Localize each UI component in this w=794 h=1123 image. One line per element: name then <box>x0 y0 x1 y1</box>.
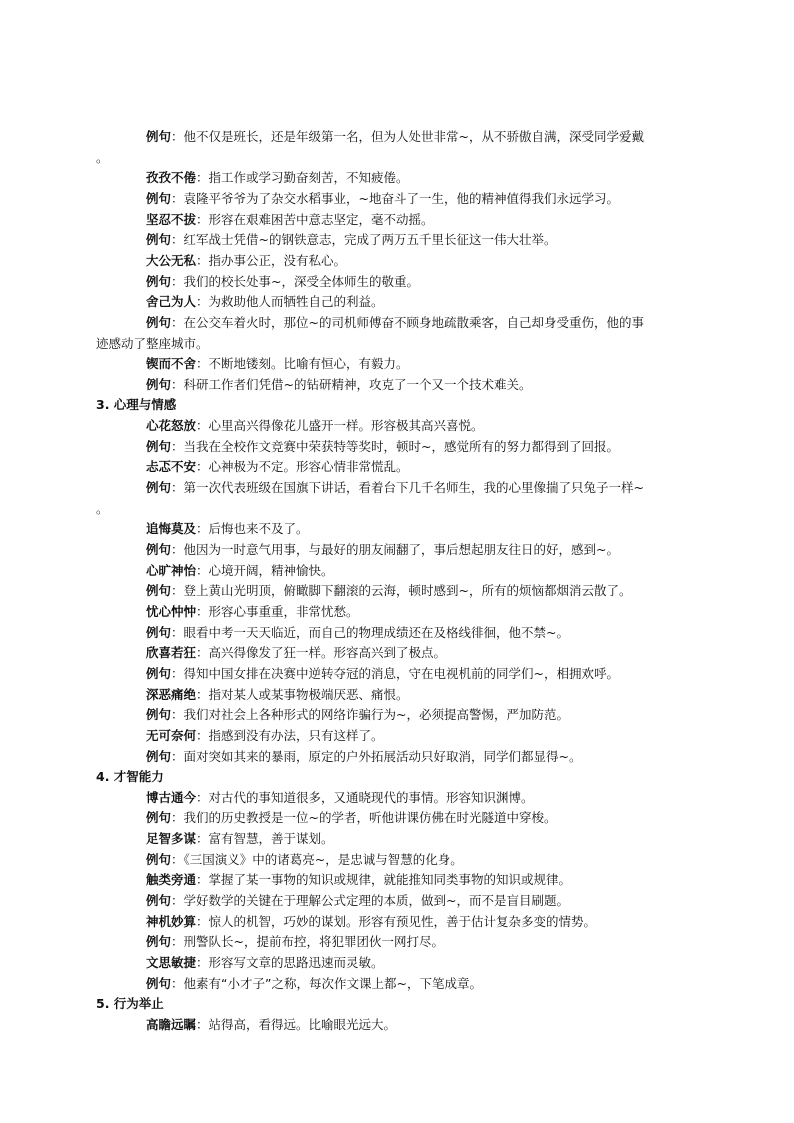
idiom-term: 追悔莫及 <box>146 521 197 536</box>
idiom-term: 深恶痛绝 <box>146 687 197 702</box>
idiom-entry <box>146 871 698 888</box>
example-text: ：科研工作者们凭借~的钻研精神，攻克了一个又一个技术难关。 <box>171 377 532 392</box>
idiom-definition: ：掌握了某一事物的知识或规律，就能推知同类事物的知识或规律。 <box>196 872 572 887</box>
example-sentence <box>146 706 698 723</box>
example-sentence <box>146 665 698 682</box>
idiom-definition: ：心境开阔，精神愉快。 <box>196 563 334 578</box>
example-sentence <box>146 479 698 496</box>
idiom-definition: ：对古代的事知道很多，又通晓现代的事情。形容知识渊博。 <box>196 790 534 805</box>
example-sentence <box>146 975 698 992</box>
example-text: ：他因为一时意气用事，与最好的朋友闹翻了，事后想起朋友往日的好，感到~。 <box>171 542 619 557</box>
idiom-term: 神机妙算 <box>146 914 197 929</box>
idiom-definition: ：不断地镂刻。比喻有恒心，有毅力。 <box>196 356 409 371</box>
idiom-term: 欣喜若狂 <box>146 645 197 660</box>
idiom-term: 心旷神怡 <box>146 563 197 578</box>
idiom-definition: ：指工作或学习勤奋刻苦，不知疲倦。 <box>196 170 409 185</box>
idiom-definition: ：指感到没有办法，只有这样了。 <box>196 728 384 743</box>
idiom-term: 心花怒放 <box>146 418 197 433</box>
idiom-entry <box>146 562 698 579</box>
idiom-entry <box>146 789 698 806</box>
example-text: ：得知中国女排在决赛中逆转夺冠的消息，守在电视机前的同学们~，相拥欢呼。 <box>171 666 619 681</box>
idiom-term: 文思敏捷 <box>146 955 197 970</box>
idiom-definition: ：为救助他人而牺牲自己的利益。 <box>196 294 384 309</box>
example-sentence <box>146 541 698 558</box>
idiom-entry <box>146 293 698 310</box>
idiom-term: 忐忑不安 <box>146 459 197 474</box>
idiom-term: 博古通今 <box>146 790 197 805</box>
example-text: ：在公交车着火时，那位~的司机师傅奋不顾身地疏散乘客，自己却身受重伤，他的事 <box>171 315 644 330</box>
example-sentence <box>146 273 698 290</box>
idiom-definition: ：后悔也来不及了。 <box>196 521 309 536</box>
section-heading: 5. 行为举止 <box>96 996 164 1011</box>
example-sentence <box>146 933 698 950</box>
continuation-line: 迹感动了整座城市。 <box>96 336 209 351</box>
continuation-line: 。 <box>96 150 109 165</box>
idiom-entry <box>146 417 698 434</box>
example-label: 例句 <box>146 480 172 495</box>
example-sentence <box>146 582 698 599</box>
idiom-entry <box>146 686 698 703</box>
example-label: 例句 <box>146 583 172 598</box>
example-label: 例句 <box>146 315 172 330</box>
example-label: 例句 <box>146 129 172 144</box>
idiom-definition: ：心里高兴得像花儿盛开一样。形容极其高兴喜悦。 <box>196 418 484 433</box>
example-text: ：当我在全校作文竞赛中荣获特等奖时，顿时~，感觉所有的努力都得到了回报。 <box>171 439 619 454</box>
idiom-entry <box>146 830 698 847</box>
idiom-definition: ：心神极为不定。形容心情非常慌乱。 <box>196 459 409 474</box>
idiom-term: 坚忍不拔 <box>146 212 197 227</box>
example-sentence <box>146 851 698 868</box>
example-text: ：我们对社会上各种形式的网络诈骗行为~，必须提高警惕，严加防范。 <box>171 707 569 722</box>
example-sentence <box>146 190 698 207</box>
example-label: 例句 <box>146 749 172 764</box>
example-label: 例句 <box>146 191 172 206</box>
example-text: ：登上黄山光明顶，俯瞰脚下翻滚的云海，顿时感到~，所有的烦恼都烟消云散了。 <box>171 583 632 598</box>
example-label: 例句 <box>146 976 172 991</box>
idiom-entry <box>146 520 698 537</box>
example-sentence <box>146 438 698 455</box>
example-label: 例句 <box>146 934 172 949</box>
idiom-entry <box>146 727 698 744</box>
example-text: ：袁隆平爷爷为了杂交水稻事业，~地奋斗了一生，他的精神值得我们永远学习。 <box>171 191 619 206</box>
idiom-term: 舍己为人 <box>146 294 197 309</box>
idiom-entry <box>146 169 698 186</box>
example-label: 例句 <box>146 232 172 247</box>
example-text: ：他素有“小才子”之称，每次作文课上都~，下笔成章。 <box>171 976 482 991</box>
idiom-term: 锲而不舍 <box>146 356 197 371</box>
example-sentence <box>146 624 698 641</box>
idiom-definition: ：指办事公正，没有私心。 <box>196 253 347 268</box>
example-text: ：学好数学的关键在于理解公式定理的本质，做到~，而不是盲目刷题。 <box>171 893 569 908</box>
example-sentence <box>146 314 698 331</box>
idiom-entry <box>146 1016 698 1033</box>
idiom-definition: ：惊人的机智，巧妙的谋划。形容有预见性，善于估计复杂多变的情势。 <box>196 914 597 929</box>
idiom-entry <box>146 913 698 930</box>
idiom-term: 孜孜不倦 <box>146 170 197 185</box>
example-sentence <box>146 748 698 765</box>
idiom-definition: ：形容在艰难困苦中意志坚定，毫不动摇。 <box>196 212 434 227</box>
idiom-entry <box>146 211 698 228</box>
continuation-line: 。 <box>96 501 109 516</box>
idiom-entry <box>146 458 698 475</box>
example-text: ：《三国演义》中的诸葛亮~，是忠诚与智慧的化身。 <box>171 852 463 867</box>
example-text: ：面对突如其来的暴雨，原定的户外拓展活动只好取消，同学们都显得~。 <box>171 749 582 764</box>
idiom-entry <box>146 355 698 372</box>
idiom-entry <box>146 644 698 661</box>
example-label: 例句 <box>146 810 172 825</box>
example-sentence <box>146 376 698 393</box>
example-label: 例句 <box>146 625 172 640</box>
example-label: 例句 <box>146 666 172 681</box>
idiom-definition: ：形容心事重重，非常忧愁。 <box>196 604 359 619</box>
example-label: 例句 <box>146 542 172 557</box>
example-sentence <box>146 892 698 909</box>
idiom-definition: ：富有智慧，善于谋划。 <box>196 831 334 846</box>
example-sentence <box>146 128 698 145</box>
section-heading: 4. 才智能力 <box>96 769 164 784</box>
idiom-entry <box>146 954 698 971</box>
idiom-definition: ：高兴得像发了狂一样。形容高兴到了极点。 <box>196 645 447 660</box>
idiom-term: 高瞻远瞩 <box>146 1017 197 1032</box>
idiom-entry <box>146 252 698 269</box>
example-text: ：刑警队长~，提前布控，将犯罪团伙一网打尽。 <box>171 934 444 949</box>
example-label: 例句 <box>146 377 172 392</box>
idiom-term: 无可奈何 <box>146 728 197 743</box>
example-label: 例句 <box>146 274 172 289</box>
example-label: 例句 <box>146 439 172 454</box>
example-text: ：第一次代表班级在国旗下讲话，看着台下几千名师生，我的心里像揣了只兔子一样~ <box>171 480 644 495</box>
example-text: ：红军战士凭借~的钢铁意志，完成了两万五千里长征这一伟大壮举。 <box>171 232 557 247</box>
idiom-definition: ：站得高，看得远。比喻眼光远大。 <box>196 1017 397 1032</box>
idiom-entry <box>146 603 698 620</box>
example-label: 例句 <box>146 893 172 908</box>
idiom-term: 足智多谋 <box>146 831 197 846</box>
idiom-term: 忧心忡忡 <box>146 604 197 619</box>
example-text: ：我们的校长处事~，深受全体师生的敬重。 <box>171 274 419 289</box>
example-text: ：我们的历史教授是一位~的学者，听他讲课仿佛在时光隧道中穿梭。 <box>171 810 557 825</box>
example-sentence <box>146 231 698 248</box>
idiom-definition: ：指对某人或某事物极端厌恶、痛恨。 <box>196 687 409 702</box>
idiom-term: 触类旁通 <box>146 872 197 887</box>
example-text: ：眼看中考一天天临近，而自己的物理成绩还在及格线徘徊，他不禁~。 <box>171 625 569 640</box>
example-label: 例句 <box>146 707 172 722</box>
example-text: ：他不仅是班长，还是年级第一名，但为人处世非常~，从不骄傲自满，深受同学爱戴 <box>171 129 644 144</box>
section-heading: 3. 心理与情感 <box>96 397 177 412</box>
idiom-definition: ：形容写文章的思路迅速而灵敏。 <box>196 955 384 970</box>
example-label: 例句 <box>146 852 172 867</box>
idiom-term: 大公无私 <box>146 253 197 268</box>
example-sentence <box>146 809 698 826</box>
